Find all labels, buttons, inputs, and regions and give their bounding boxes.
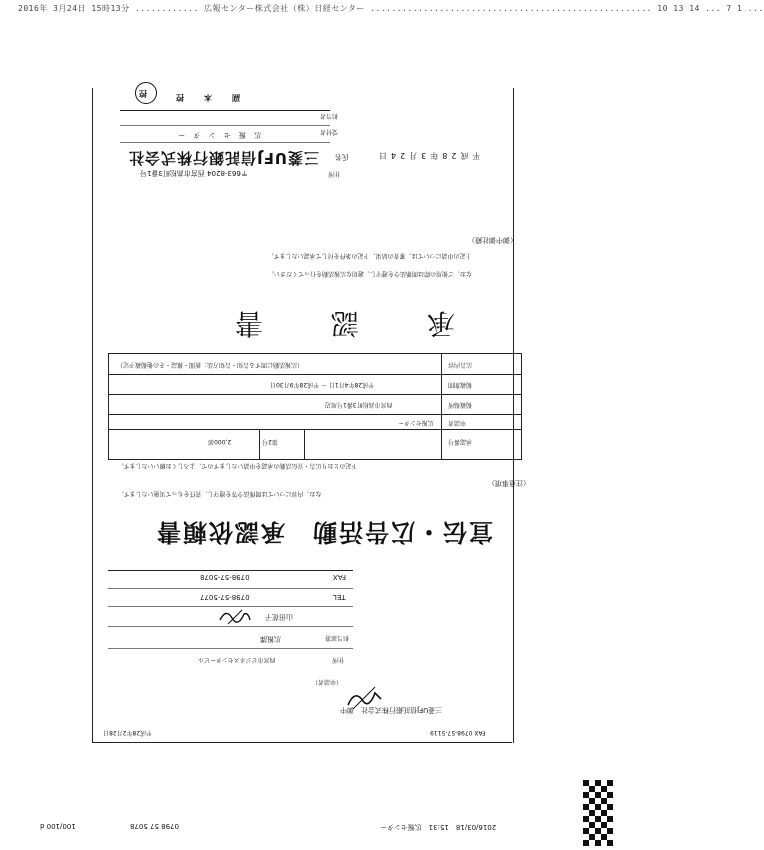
table-r1-label: 広告内容 — [448, 361, 473, 368]
note-line-1: 上記の申請については、審査の結果、下記の条件を付して承認いたします。 — [268, 252, 472, 259]
tel-label: TEL — [333, 593, 346, 601]
document-date: 平成28年3月24日 — [375, 151, 481, 160]
label-name: 氏名 — [335, 153, 349, 161]
qr-code-icon — [583, 780, 613, 850]
tel-value: 0798-57-5077 — [200, 593, 250, 601]
copy-label: 副 本 控 — [170, 93, 240, 102]
dept-value: 広報課 — [260, 635, 281, 643]
notice-line: （御中御社殿） — [468, 236, 517, 244]
label-address: 住所 — [328, 170, 341, 177]
table-r4-label: 申請者 — [448, 419, 467, 426]
table-r1-value: （広報活動に関する告知・告知方法：新聞・雑誌・その他掲載予定） — [117, 361, 304, 368]
addr-value: 西宮市ビジネスセンタービル — [198, 656, 276, 663]
fax-header-line: 2016年 3月24日 15時13分 ............ 広報センター株式会社（株）日経センター ..................................................... 10 13 14 ... 7 1 ... — [18, 4, 764, 13]
table-r5-label: 承認番号 — [448, 438, 473, 445]
fax-label: FAX — [333, 573, 346, 581]
fax-footer-left: 100/100 d — [40, 822, 76, 830]
paragraph-2: なお、内容については関係法令等を遵守し、責任をもって実施いたします。 — [118, 490, 322, 497]
table-r3-value: 西宮市高松町3番1号周辺 — [325, 401, 393, 408]
company-address: 〒663-8204 西宮市高松町3番1号 — [140, 169, 248, 177]
addr-label: 住所 — [332, 656, 345, 663]
dept-label: 担当部署 — [325, 634, 350, 641]
label-approver: 担当者 — [320, 112, 339, 119]
table-r5-col3: 2,000部 — [208, 438, 232, 445]
paragraph-1: 下記のとおり広告・宣伝活動の承認を申請いたしますので、よろしくお願いいたします。 — [118, 462, 358, 469]
bottom-company: 三菱UFJ信託銀行株式会社 御中 — [340, 706, 443, 714]
label-recipient: 受付者 — [320, 128, 339, 135]
fax-value: 0798-57-5078 — [200, 573, 250, 581]
bottom-left-code: FAX 0798-57-5119 — [430, 729, 486, 736]
table-r4-value: 広報センター — [398, 419, 434, 426]
fax-footer-right: 2016/03/18 15:31 広報センター — [380, 823, 497, 831]
divider — [120, 142, 330, 143]
table-r2-value: 平成28年4月1日 ～ 平成28年9月30日 — [270, 381, 375, 388]
table-r3-label: 掲載場所 — [448, 401, 473, 408]
stamp-label: 控 — [139, 89, 147, 98]
main-title-top: 承 認 書 — [215, 307, 456, 340]
bottom-right-date: 平成28年2月28日 — [103, 729, 153, 736]
contact-signature-icon — [218, 606, 252, 628]
fax-footer-mid: 0798 57 5078 — [130, 822, 179, 830]
attention-label: （注意事項） — [488, 479, 530, 487]
person-name: 広 報 セ ン タ ー — [175, 131, 262, 139]
contact-name: 山田花子 — [265, 613, 293, 621]
frame-bottom-line — [92, 742, 512, 743]
note-line-2: なお、ご使用の際は関係法令を遵守し、適切な広報活動を行ってください。 — [268, 270, 473, 277]
divider — [120, 125, 330, 126]
table-r5-col2: 第2号 — [262, 438, 278, 445]
company-name: 三菱UFJ信託銀行株式会社 — [128, 149, 320, 167]
table-r2-label: 掲載期間 — [448, 381, 473, 388]
main-title-bottom: 宣伝・広告活動 承認依頼書 — [155, 518, 493, 546]
divider — [120, 110, 330, 111]
applicant-note: （申請者） — [312, 678, 343, 685]
